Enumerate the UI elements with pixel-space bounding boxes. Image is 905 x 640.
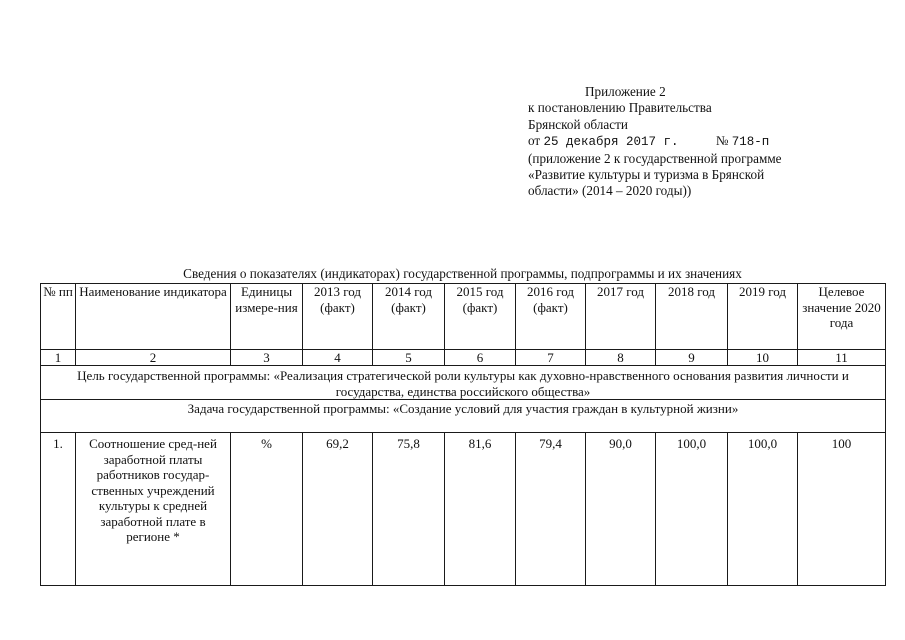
- indicators-table: [40, 283, 886, 586]
- value-2016: 79,4: [516, 433, 586, 586]
- column-number-cell: 6: [445, 350, 516, 366]
- task-row: [41, 400, 886, 433]
- header-cell: 2019 год: [728, 284, 798, 350]
- header-cell: 2018 год: [656, 284, 728, 350]
- header-cell: Единицы измере-ния: [231, 284, 303, 350]
- value-2015: 81,6: [445, 433, 516, 586]
- appendix-resolution: к постановлению Правительства: [528, 100, 712, 116]
- value-2017: 90,0: [586, 433, 656, 586]
- task-cell: Задача государственной программы: «Создание условий для участия граждан в культурной жизни»: [41, 400, 886, 433]
- header-cell: Наименование индикатора: [76, 284, 231, 350]
- header-cell: 2017 год: [586, 284, 656, 350]
- goal-row: [41, 366, 886, 400]
- appendix-header: [528, 84, 888, 200]
- appendix-note-line3: области» (2014 – 2020 годы)): [528, 183, 692, 199]
- number-value: 718-п: [731, 135, 770, 150]
- value-2020-target: 100: [798, 433, 886, 586]
- column-number-cell: 3: [231, 350, 303, 366]
- value-2018: 100,0: [656, 433, 728, 586]
- value-2013: 69,2: [303, 433, 373, 586]
- appendix-date-line: [528, 133, 888, 150]
- appendix-note-line2: «Развитие культуры и туризма в Брянской: [528, 167, 765, 183]
- column-number-cell: 10: [728, 350, 798, 366]
- date-prefix: от: [528, 133, 541, 149]
- header-cell: 2016 год (факт): [516, 284, 586, 350]
- unit-cell: %: [231, 433, 303, 586]
- header-cell: 2013 год (факт): [303, 284, 373, 350]
- column-number-cell: 5: [373, 350, 445, 366]
- column-number-cell: 9: [656, 350, 728, 366]
- header-cell: № пп: [41, 284, 76, 350]
- appendix-note-line1: (приложение 2 к государственной программе: [528, 150, 782, 166]
- table-title: Сведения о показателях (индикаторах) государственной программы, подпрограммы и их значениях: [183, 266, 742, 281]
- column-number-cell: 2: [76, 350, 231, 366]
- column-number-cell: 4: [303, 350, 373, 366]
- table-row: [41, 433, 886, 586]
- number-label: №: [715, 133, 729, 149]
- column-number-cell: 1: [41, 350, 76, 366]
- header-row: [41, 284, 886, 350]
- row-number: 1.: [41, 433, 76, 586]
- column-number-cell: 7: [516, 350, 586, 366]
- column-number-row: [41, 350, 886, 366]
- value-2019: 100,0: [728, 433, 798, 586]
- appendix-title: Приложение 2: [585, 84, 666, 99]
- indicator-name: Соотношение сред-ней заработной платы работников государ-ственных учреждений культуры к средней заработной плате в регионе *: [76, 433, 231, 586]
- header-cell: Целевое значение 2020 года: [798, 284, 886, 350]
- header-cell: 2014 год (факт): [373, 284, 445, 350]
- value-2014: 75,8: [373, 433, 445, 586]
- column-number-cell: 11: [798, 350, 886, 366]
- appendix-region: Брянской области: [528, 116, 628, 132]
- date-value: 25 декабря 2017 г.: [543, 135, 679, 150]
- header-cell: 2015 год (факт): [445, 284, 516, 350]
- column-number-cell: 8: [586, 350, 656, 366]
- goal-cell: Цель государственной программы: «Реализация стратегической роли культуры как духовно-нравственного основания развития личности и государства, единства российского общества»: [41, 366, 886, 400]
